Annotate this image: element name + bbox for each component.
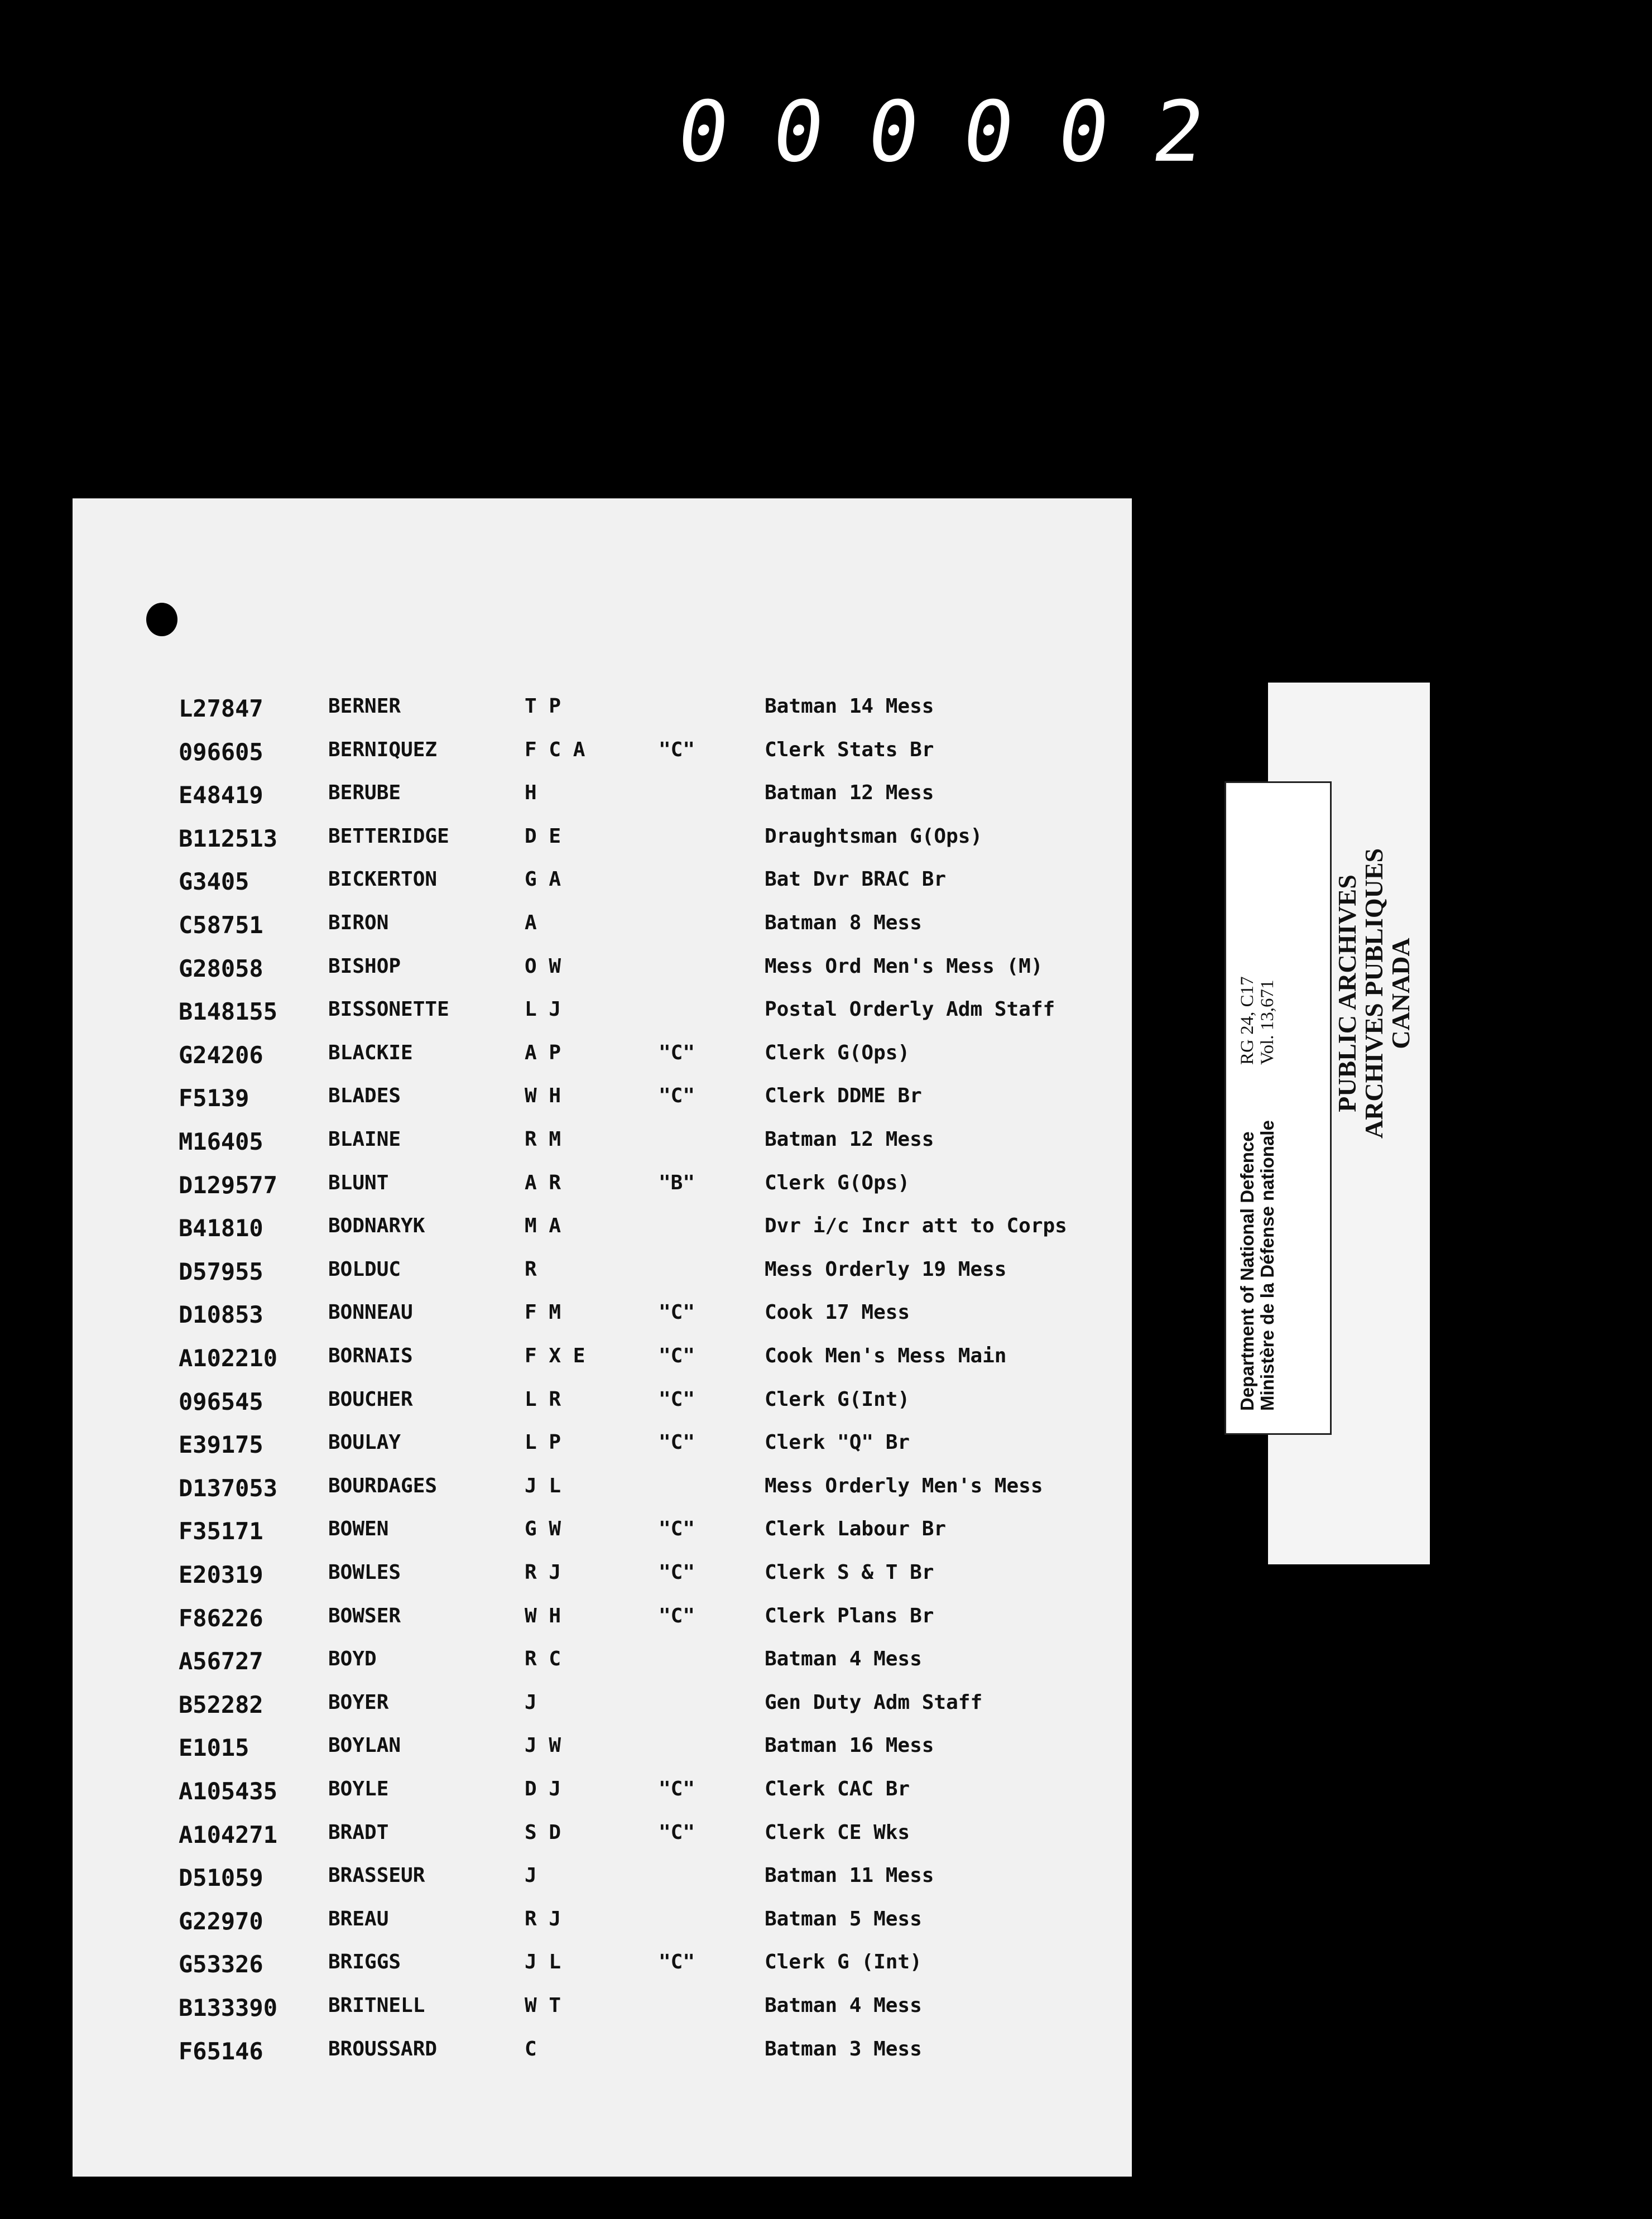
duty: Batman 8 Mess <box>765 911 922 934</box>
initials: W H <box>525 1084 561 1108</box>
initials: W H <box>525 1604 561 1627</box>
roster-row <box>0 998 1132 1037</box>
initials: L R <box>525 1387 561 1411</box>
service-number: D137053 <box>179 1474 278 1502</box>
surname: BOLDUC <box>328 1257 401 1281</box>
roster-row <box>0 1388 1132 1427</box>
service-number: 096545 <box>179 1387 263 1415</box>
service-number: M16405 <box>179 1128 263 1155</box>
initials: G W <box>525 1517 561 1541</box>
roster-row <box>0 1908 1132 1947</box>
roster-row <box>0 1648 1132 1687</box>
duty: Clerk "Q" Br <box>765 1431 910 1454</box>
department-name-fr: Ministère de la Défense nationale <box>1257 1120 1278 1411</box>
roster-row <box>0 738 1132 777</box>
duty: Draughtsman G(Ops) <box>765 824 983 848</box>
initials: R C <box>525 1648 561 1671</box>
roster-row <box>0 825 1132 864</box>
archive-name-fr: ARCHIVES PUBLIQUES <box>1360 848 1388 1139</box>
archive-country: CANADA <box>1386 938 1415 1049</box>
duty: Batman 12 Mess <box>765 781 934 805</box>
initials: W T <box>525 1994 561 2017</box>
initials: R M <box>525 1128 561 1151</box>
grade: "C" <box>659 1041 695 1064</box>
service-number: G53326 <box>179 1951 263 1978</box>
service-number: F35171 <box>179 1517 263 1545</box>
roster-row <box>0 1994 1132 2033</box>
department-reference-tab <box>1224 781 1332 1435</box>
grade: "C" <box>659 1778 695 1800</box>
initials: A R <box>525 1171 561 1194</box>
grade: "C" <box>659 1517 695 1541</box>
initials: R J <box>525 1561 561 1584</box>
duty: Clerk Stats Br <box>765 738 934 761</box>
duty: Clerk CE Wks <box>765 1821 910 1844</box>
initials: F M <box>525 1301 561 1324</box>
service-number: E1015 <box>179 1734 249 1762</box>
grade: "C" <box>659 738 695 761</box>
service-number: D51059 <box>179 1864 263 1892</box>
surname: BOYER <box>328 1690 389 1714</box>
surname: BICKERTON <box>328 868 438 891</box>
duty: Bat Dvr BRAC Br <box>765 868 947 891</box>
roster-row <box>0 1084 1132 1123</box>
duty: Mess Orderly Men's Mess <box>765 1474 1043 1497</box>
surname: BERUBE <box>328 781 401 805</box>
service-number: E39175 <box>179 1431 263 1459</box>
service-number: E48419 <box>179 781 263 809</box>
roster-row <box>0 695 1132 734</box>
initials: J <box>525 1690 537 1714</box>
initials: L J <box>525 998 561 1021</box>
surname: BRITNELL <box>328 1994 425 2017</box>
surname: BORNAIS <box>328 1344 413 1367</box>
initials: J W <box>525 1734 561 1757</box>
duty: Batman 12 Mess <box>765 1128 934 1151</box>
service-number: B41810 <box>179 1214 263 1242</box>
duty: Mess Orderly 19 Mess <box>765 1257 1007 1281</box>
roster-row <box>0 1431 1132 1470</box>
service-number: G28058 <box>179 954 263 982</box>
service-number: G22970 <box>179 1907 263 1935</box>
service-number: A105435 <box>179 1778 278 1805</box>
service-number: D57955 <box>179 1257 263 1285</box>
roster-row <box>0 1128 1132 1167</box>
grade: "C" <box>659 1431 695 1454</box>
service-number: A102210 <box>179 1344 278 1372</box>
initials: J L <box>525 1474 561 1497</box>
initials: C <box>525 2037 537 2060</box>
duty: Cook Men's Mess Main <box>765 1344 1007 1367</box>
duty: Clerk G(Int) <box>765 1387 910 1411</box>
archive-stamp <box>1334 714 1446 1272</box>
duty: Batman 5 Mess <box>765 1907 922 1930</box>
service-number: E20319 <box>179 1561 263 1588</box>
surname: BOURDAGES <box>328 1474 438 1497</box>
surname: BOWLES <box>328 1561 401 1584</box>
roster-row <box>0 1474 1132 1514</box>
department-name-en: Department of National Defence <box>1237 1131 1257 1411</box>
roster-row <box>0 955 1132 994</box>
service-number: A104271 <box>179 1821 278 1848</box>
initials: F X E <box>525 1344 585 1367</box>
initials: D J <box>525 1778 561 1800</box>
surname: BOULAY <box>328 1431 401 1454</box>
grade: "C" <box>659 1344 695 1367</box>
archive-name-en: PUBLIC ARCHIVES <box>1333 875 1361 1112</box>
initials: R J <box>525 1907 561 1930</box>
roster-row <box>0 1214 1132 1253</box>
grade: "C" <box>659 1084 695 1108</box>
roster-row <box>0 1171 1132 1211</box>
duty: Batman 16 Mess <box>765 1734 934 1757</box>
duty: Dvr i/c Incr att to Corps <box>765 1214 1067 1238</box>
duty: Postal Orderly Adm Staff <box>765 998 1055 1021</box>
duty: Clerk CAC Br <box>765 1778 910 1800</box>
duty: Cook 17 Mess <box>765 1301 910 1324</box>
roster-row <box>0 1864 1132 1903</box>
roster-row <box>0 1821 1132 1860</box>
surname: BISSONETTE <box>328 998 449 1021</box>
roster-row <box>0 1041 1132 1080</box>
surname: BOYLAN <box>328 1734 401 1757</box>
surname: BERNER <box>328 695 401 718</box>
roster-row <box>0 1778 1132 1817</box>
duty: Batman 3 Mess <box>765 2037 922 2060</box>
surname: BREAU <box>328 1907 389 1930</box>
service-number: 096605 <box>179 738 263 766</box>
duty: Gen Duty Adm Staff <box>765 1690 983 1714</box>
grade: "C" <box>659 1821 695 1844</box>
service-number: B133390 <box>179 1994 278 2021</box>
roster-row <box>0 1258 1132 1297</box>
surname: BIRON <box>328 911 389 934</box>
surname: BROUSSARD <box>328 2037 438 2060</box>
service-number: B112513 <box>179 824 278 852</box>
service-number: L27847 <box>179 695 263 722</box>
initials: J <box>525 1864 537 1887</box>
grade: "C" <box>659 1387 695 1411</box>
roster-row <box>0 1605 1132 1644</box>
service-number: F5139 <box>179 1084 249 1112</box>
duty: Clerk Labour Br <box>765 1517 947 1541</box>
surname: BOWEN <box>328 1517 389 1541</box>
surname: BLACKIE <box>328 1041 413 1064</box>
surname: BOYD <box>328 1648 377 1671</box>
initials: G A <box>525 868 561 891</box>
surname: BODNARYK <box>328 1214 425 1238</box>
initials: R <box>525 1257 537 1281</box>
service-number: G3405 <box>179 868 249 896</box>
initials: H <box>525 781 537 805</box>
service-number: D129577 <box>179 1171 278 1199</box>
surname: BOUCHER <box>328 1387 413 1411</box>
initials: A P <box>525 1041 561 1064</box>
service-number: C58751 <box>179 911 263 939</box>
initials: M A <box>525 1214 561 1238</box>
duty: Batman 4 Mess <box>765 1648 922 1671</box>
roster-row <box>0 1734 1132 1773</box>
grade: "C" <box>659 1604 695 1627</box>
initials: J L <box>525 1951 561 1974</box>
roster-row <box>0 1301 1132 1340</box>
surname: BLAINE <box>328 1128 401 1151</box>
initials: S D <box>525 1821 561 1844</box>
roster-row <box>0 1691 1132 1730</box>
roster-row <box>0 1517 1132 1557</box>
service-number: D10853 <box>179 1301 263 1329</box>
initials: L P <box>525 1431 561 1454</box>
duty: Clerk G(Ops) <box>765 1171 910 1194</box>
duty: Clerk Plans Br <box>765 1604 934 1627</box>
duty: Batman 11 Mess <box>765 1864 934 1887</box>
service-number: B148155 <box>179 998 278 1026</box>
duty: Batman 14 Mess <box>765 695 934 718</box>
surname: BLUNT <box>328 1171 389 1194</box>
surname: BLADES <box>328 1084 401 1108</box>
service-number: F65146 <box>179 2037 263 2065</box>
surname: BISHOP <box>328 954 401 978</box>
roster-row <box>0 2038 1132 2077</box>
grade: "B" <box>659 1171 695 1194</box>
service-number: F86226 <box>179 1604 263 1632</box>
duty: Clerk G(Ops) <box>765 1041 910 1064</box>
initials: D E <box>525 824 561 848</box>
initials: A <box>525 911 537 934</box>
surname: BOWSER <box>328 1604 401 1627</box>
service-number: B52282 <box>179 1690 263 1718</box>
surname: BRASSEUR <box>328 1864 425 1887</box>
surname: BOYLE <box>328 1778 389 1800</box>
punch-hole <box>146 603 177 636</box>
surname: BERNIQUEZ <box>328 738 438 761</box>
service-number: A56727 <box>179 1648 263 1675</box>
record-group: RG 24, C17 <box>1237 976 1257 1065</box>
duty: Clerk S & T Br <box>765 1561 934 1584</box>
surname: BETTERIDGE <box>328 824 449 848</box>
duty: Mess Ord Men's Mess (M) <box>765 954 1043 978</box>
duty: Clerk DDME Br <box>765 1084 922 1108</box>
initials: T P <box>525 695 561 718</box>
initials: O W <box>525 954 561 978</box>
grade: "C" <box>659 1561 695 1584</box>
roster-row <box>0 1344 1132 1384</box>
surname: BRADT <box>328 1821 389 1844</box>
roster-row <box>0 868 1132 907</box>
frame-number: 000002 <box>671 84 1256 181</box>
surname: BRIGGS <box>328 1951 401 1974</box>
roster-row <box>0 911 1132 950</box>
surname: BONNEAU <box>328 1301 413 1324</box>
grade: "C" <box>659 1301 695 1324</box>
initials: F C A <box>525 738 585 761</box>
grade: "C" <box>659 1951 695 1974</box>
volume-number: Vol. 13,671 <box>1257 979 1278 1065</box>
roster-row <box>0 781 1132 820</box>
duty: Clerk G (Int) <box>765 1951 922 1974</box>
roster-row <box>0 1561 1132 1600</box>
roster-row <box>0 1951 1132 1990</box>
service-number: G24206 <box>179 1041 263 1069</box>
duty: Batman 4 Mess <box>765 1994 922 2017</box>
